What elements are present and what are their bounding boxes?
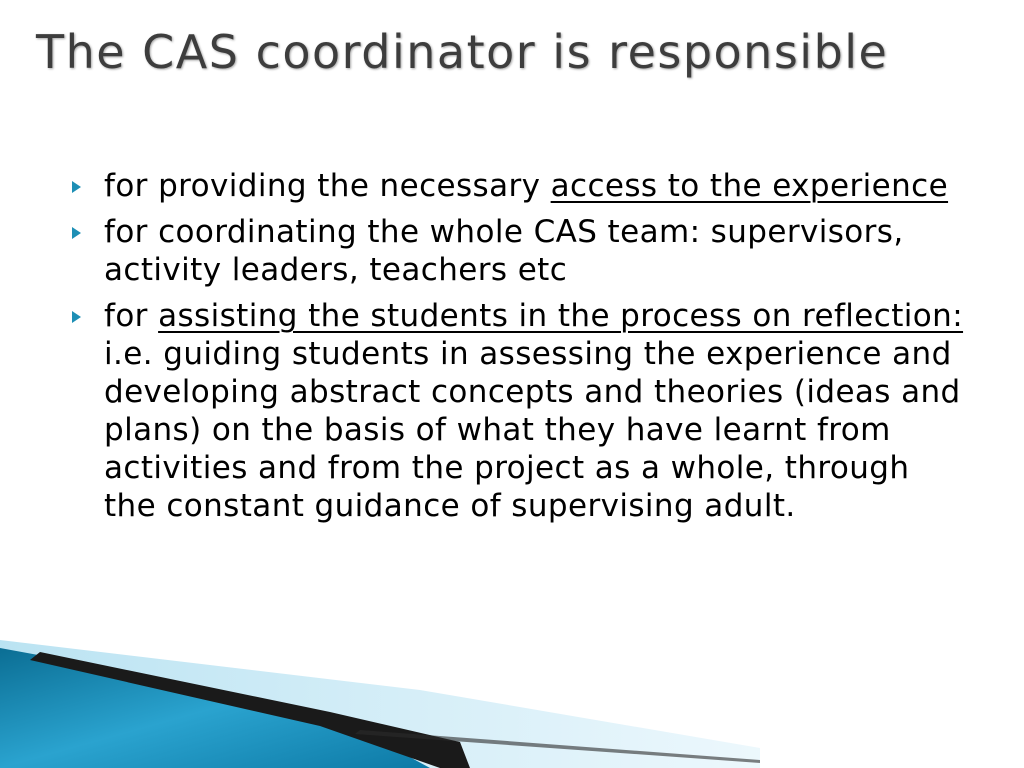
bullet-item-reflection: [68, 297, 968, 525]
slide-title: The CAS coordinator is responsible: [36, 25, 889, 79]
bullet-text: for coordinating the whole CAS team: supervisors, activity leaders, teachers etc: [104, 214, 904, 288]
bullet-item-coordinating: [68, 213, 968, 289]
bullet-item-access: [68, 167, 968, 205]
triangle-right-icon: [72, 311, 81, 323]
bullet-text: for: [104, 298, 159, 334]
decorative-wave: [0, 630, 1024, 768]
bullet-list: [68, 167, 968, 533]
underlined-phrase: assisting the students in the process on reflection:: [158, 298, 964, 334]
bullet-text: i.e. guiding students in assessing the experience and developing abstract concepts and theories (ideas and plans) on the basis of what they have learnt from activities and from the project as a whole, through the constant guidance of supervising adult.: [104, 336, 961, 524]
underlined-phrase: access to the experience: [550, 168, 949, 204]
triangle-right-icon: [72, 227, 81, 239]
bullet-text: for providing the necessary: [104, 168, 551, 204]
triangle-right-icon: [72, 181, 81, 193]
